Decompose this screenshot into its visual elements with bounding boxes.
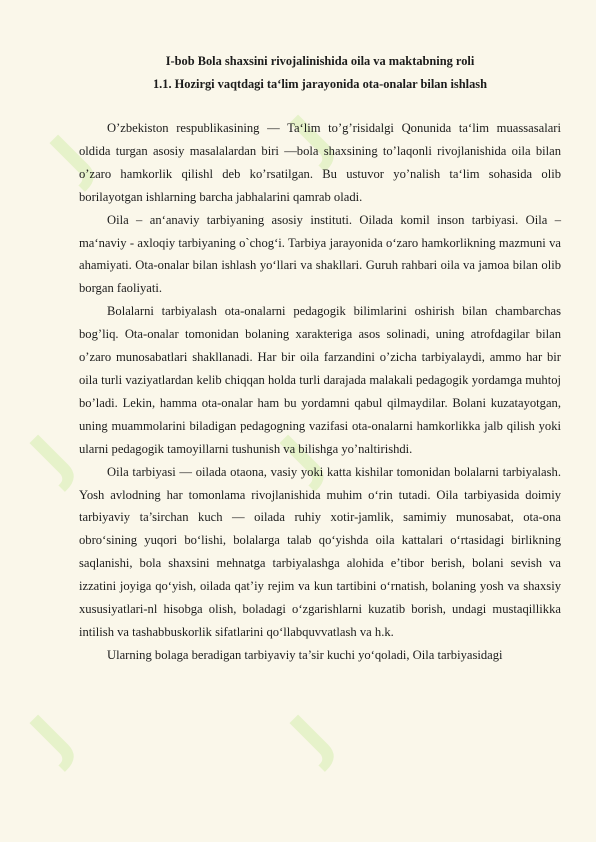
watermark-logo: J bbox=[267, 422, 337, 492]
watermark-logo: J bbox=[17, 422, 87, 492]
paragraph-1: O’zbekiston respublikasining — Ta‘lim to’g’risidalgi Qonunida ta‘lim muassasalari oldida turgan asosiy masalalardan biri —bola shaxsining to’laqonli rivojlanishida oila bilan o’zaro hamkorlik qilishl deb ko’rsatilgan. Bu ustuvor yo’nalish ta‘lim sohasida olib borilayotgan ishlarning barcha jabhalarini qamrab oladi. bbox=[79, 121, 561, 204]
paragraph-4: Oila tarbiyasi — oilada otaona, vasiy yoki katta kishilar tomonidan bolalarni tarbiyalash. Yosh avlodning har tomonlama rivojlanishida muhim o‘rin tutadi. Oila tarbiyasida doimiy tarbiyaviy ta’sirchan kuch — oilada ruhiy xotir-jamlik, samimiy munosabat, ota-ona obro‘sining yuqori bo‘lishi, bolalarga talab qo‘yishda oila kattalari o‘rtasidagi birlikning saqlanishi, bola shaxsini mehnatga tarbiyalashga alohida e’tibor berish, bolani sevish va izzatini joyiga qo‘yish, oilada qat’iy rejim va kun tartibini o‘rnatish, bolaning yosh va shaxsiy xususiyatlari-nl hisobga olish, boladagi o‘zgarishlarni kuzatib borish, undagi mustaqillikka intilish va tashabbuskorlik sifatlarini qo‘llabquvvatlash va h.k. bbox=[79, 464, 561, 639]
chapter-title: I-bob Bola shaxsini rivojalinishida oila va maktabning roli bbox=[165, 54, 475, 68]
section-title: 1.1. Hozirgi vaqtdagi ta‘lim jarayonida ota-onalar bilan ishlash bbox=[152, 76, 487, 91]
watermark-logo: J bbox=[277, 702, 347, 772]
watermark-logo: J bbox=[277, 102, 347, 172]
document-body bbox=[79, 50, 561, 667]
watermark-logo: J bbox=[37, 122, 107, 192]
paragraph-2: Oila – an‘anaviy tarbiyaning asosiy instituti. Oilada komil inson tarbiyasi. Oila – ma‘naviy - axloqiy tarbiyaning o`chog‘i. Tarbiya jarayonida o‘zaro hamkorlikning mazmuni va ahamiyati. Ota-onalar bilan ishlash yo‘llari va shakllari. Guruh rahbari oila va jamoa bilan olib borgan faoliyati. bbox=[79, 212, 561, 296]
heading-spacer bbox=[79, 95, 561, 117]
watermark-logo: J bbox=[17, 702, 87, 772]
paragraph-5: Ularning bolaga beradigan tarbiyaviy ta’sir kuchi yo‘qoladi, Oila tarbiyasidagi bbox=[107, 647, 503, 662]
paragraph-3: Bolalarni tarbiyalash ota-onalarni pedagogik bilimlarini oshirish bilan chambarchas bog’liq. Ota-onalar tomonidan bolaning xarakteriga asos solinadi, uning atrofdagilar bilan o’zaro munosabatlari shakllanadi. Har bir oila farzandini o’zicha tarbiyalaydi, ammo har bir oila turli vaziyatlardan kelib chiqqan holda turli darajada malakali pedagogik yordamga muhtoj bo’ladi. Lekin, hamma ota-onalar ham bu yordamni qabul qilmaydilar. Bolani kuzatayotgan, uning muammolarini biladigan pedagogning vazifasi ota-onalarni hamkorlikka jalb qilish yoki ularni pedagogik tamoyillarni tushunish va bilishga yo’naltirishdi. bbox=[79, 304, 561, 456]
